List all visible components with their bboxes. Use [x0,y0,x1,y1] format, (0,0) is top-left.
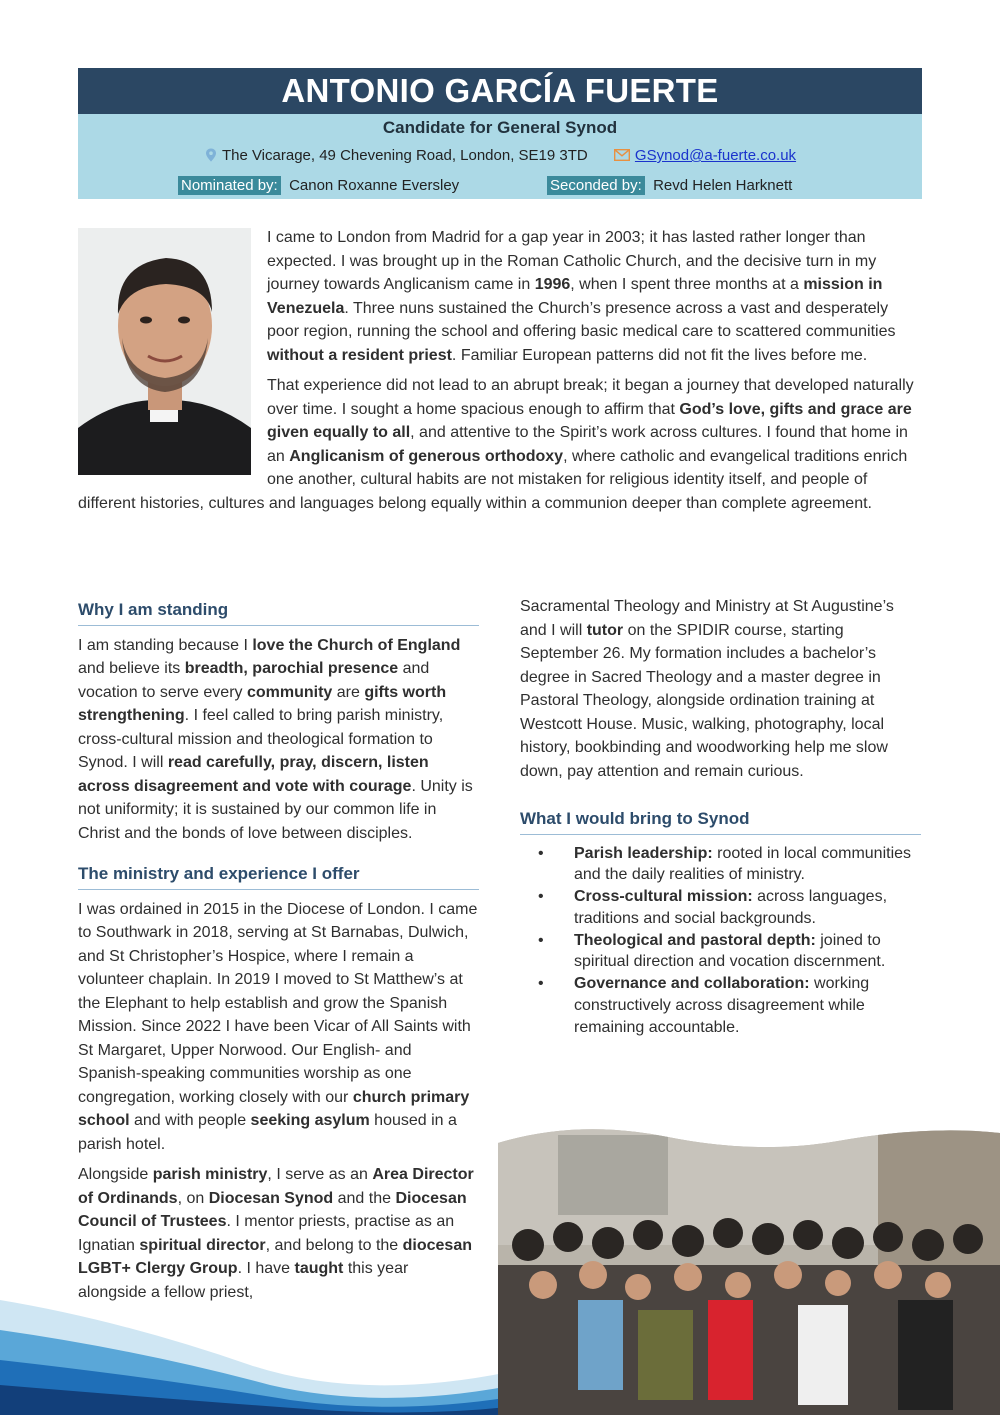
bring-heading: What I would bring to Synod [520,807,921,835]
header-details [78,114,922,199]
why-heading: Why I am standing [78,598,479,626]
bold-text: tutor [586,621,624,639]
bold-text: Diocesan Synod [208,1189,334,1207]
list-item [520,930,921,974]
nominated-by [178,177,459,194]
candidate-name: ANTONIO GARCÍA FUERTE [78,68,922,114]
text-run: . I have [237,1260,295,1277]
bold-text: read carefully, pray, discern, listen across disagreement and vote with courage [78,754,429,795]
text-run: , I serve as an [267,1166,373,1183]
list-item [520,843,921,887]
list-item [520,973,921,1038]
bold-text: diocesan LGBT+ Clergy Group [78,1236,472,1277]
email-icon [614,149,630,161]
text-run: . Unity is not uniformity; it is sustained by our common life in Christ and the bonds of love between disciples. [78,777,473,842]
text-run: on the SPIDIR course, starting September 26. My formation includes a bachelor’s degree in Sacred Theology and a master degree in Pastoral Theology, alongside ordination training at Westcott House. Music, walking, photography, local history, bookbinding and woodworking help me slow down, pay attention and remain curious. [520,621,888,780]
ministry-heading: The ministry and experience I offer [78,862,479,890]
item-text: across languages, traditions and social backgrounds. [574,888,888,927]
bold-text: breadth, parochial presence [184,660,399,677]
bold-text: community [246,683,333,701]
item-title: Governance and collaboration: [574,975,810,993]
bold-text: 1996 [534,276,571,293]
nominated-label: Nominated by: [178,176,281,195]
bold-text: love the Church of England [252,636,461,654]
item-title: Parish leadership: [574,844,713,862]
text-run: Sacramental Theology and Ministry at St Augustine’s and I will [520,598,894,639]
text-run: and the [333,1189,396,1207]
bold-text: church primary school [78,1088,470,1129]
text-run: , and attentive to the Spirit’s work across cultures. I found that home in an [267,424,908,465]
item-text: rooted in local communities and the daily realities of ministry. [574,844,912,884]
seconded-by [547,177,792,194]
bullet: • [538,975,544,993]
bullet: • [538,844,544,862]
ministry-paragraph-1 [78,898,479,1157]
ministry-paragraph-2 [78,1163,479,1304]
text-run: housed in a parish hotel. [78,1112,457,1153]
bold-text: spiritual director [139,1236,266,1254]
bold-text: Anglicanism of generous orthodoxy [289,447,564,465]
text-run: are [332,683,365,701]
text-run: and believe its [78,660,185,677]
ministry-paragraph-3 [520,595,921,783]
bold-text: seeking asylum [250,1112,370,1129]
text-run: . I mentor priests, practise as an Ignatian [78,1213,455,1254]
bold-text: parish ministry [152,1166,268,1183]
item-text: joined to spiritual direction and vocation discernment. [574,931,886,971]
text-run: , and belong to the [265,1236,403,1254]
text-run: this year alongside a fellow priest, [78,1260,409,1301]
bold-text: taught [294,1260,344,1277]
seconder-name: Revd Helen Harknett [653,177,793,194]
list-item [520,886,921,930]
text-run: . Familiar European patterns did not fit the lives before me. [451,346,868,364]
item-title: Cross-cultural mission: [574,888,753,906]
candidate-subtitle: Candidate for General Synod [382,118,618,137]
item-title: Theological and pastoral depth: [574,931,816,949]
bullet: • [538,931,544,949]
nominator-name: Canon Roxanne Eversley [289,177,460,194]
text-run: , where catholic and evangelical traditions enrich one another, cultural habits are not mistaken for religious identity itself, and people of different histories, cultures and languages belong equally within a communion deeper than complete agreement. [78,447,908,512]
text-run: Alongside [78,1166,153,1183]
bold-text: mission in Venezuela [267,276,883,317]
text-run: and with people [129,1112,251,1129]
text-run: and vocation to serve every [78,660,430,701]
bold-text: without a resident priest [267,346,452,364]
right-column [520,595,921,1039]
text-run: I was ordained in 2015 in the Diocese of London. I came to Southwark in 2018, serving at St Barnabas, Dulwich, and St Christopher’s Hospice, where I remain a volunteer chaplain. In 2019 I moved to St Matthew’s at the Elephant to help establish and grow the Spanish Mission. Since 2022 I have been Vicar of All Saints with St Margaret, Upper Norwood. Our English- and Spanish-speaking communities worship as one congregation, working closely with our [78,900,478,1106]
item-text: working constructively across disagreement while remaining accountable. [574,975,870,1036]
congregation-group-photo [498,1125,1000,1415]
address-text: The Vicarage, 49 Chevening Road, London, SE19 3TD [221,147,588,164]
contact-line [78,147,922,164]
decorative-wave [0,1290,560,1415]
text-run: , when I spent three months at a [570,276,804,293]
bullet: • [538,888,544,906]
location-pin-icon [204,148,218,162]
bold-text: gifts worth strengthening [78,683,447,724]
left-column [78,598,479,1311]
text-run: I came to London from Madrid for a gap year in 2003; it has lasted rather longer than expected. I was brought up in the Roman Catholic Church, and the decisive turn in my journey towards Anglicanism came in [267,229,877,293]
text-run: I am standing because I [78,636,253,654]
bold-text: Diocesan Council of Trustees [78,1189,467,1230]
introduction [78,226,914,522]
email-link[interactable]: GSynod@a-fuerte.co.uk [634,147,797,164]
text-run: . I feel called to bring parish ministry, cross-cultural mission and theological formation to Synod. I will [78,707,444,771]
text-run: That experience did not lead to an abrupt break; it began a journey that developed naturally over time. I sought a home spacious enough to affirm that [267,377,914,418]
bold-text: Area Director of Ordinands [78,1166,474,1207]
bold-text: God’s love, gifts and grace are given equally to all [267,400,912,441]
seconded-label: Seconded by: [547,176,645,195]
why-paragraph [78,634,479,846]
text-run: . Three nuns sustained the Church’s presence across a vast and desperately poor region, running the school and offering basic medical care to scattered communities [267,299,896,340]
bring-list [520,843,921,1039]
text-run: , on [177,1189,209,1207]
